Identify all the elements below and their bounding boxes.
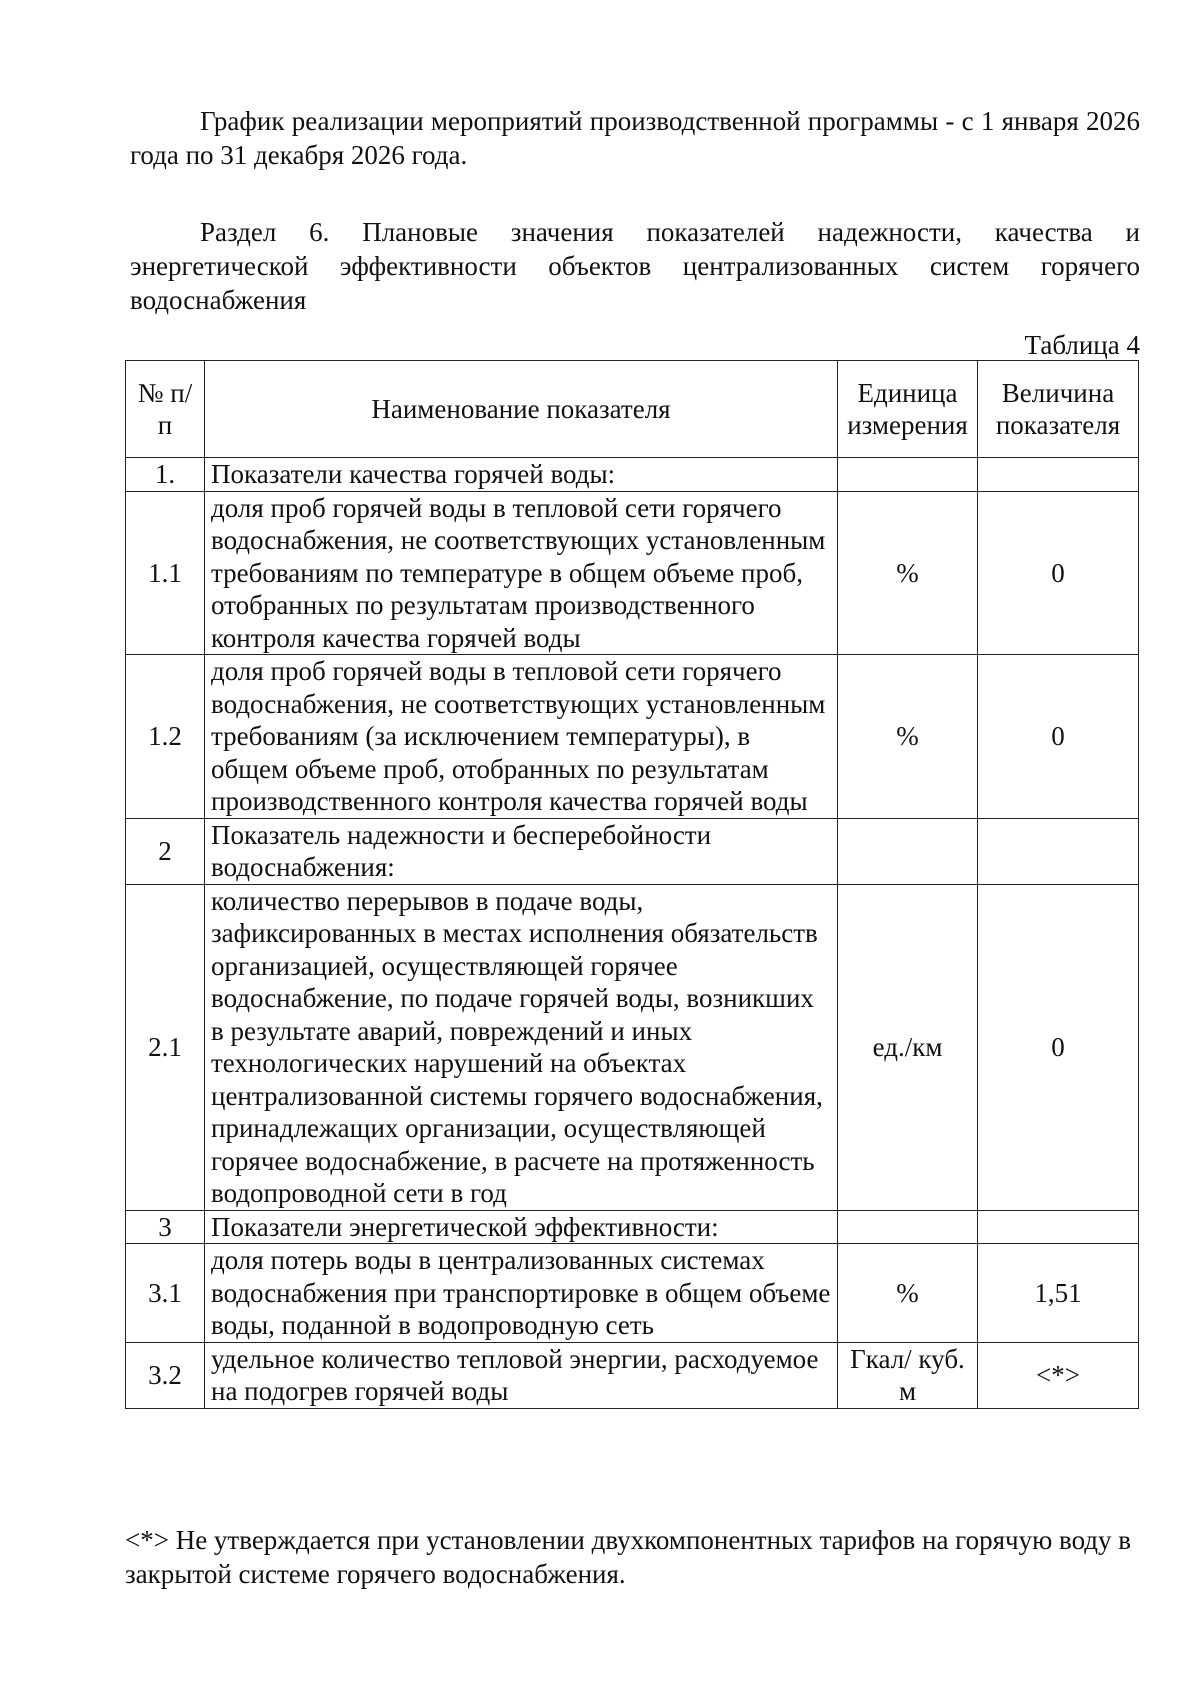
row-name: удельное количество тепловой энергии, расходуемое на подогрев горячей воды bbox=[205, 1342, 838, 1408]
row-name: Показатели энергетической эффективности: bbox=[205, 1210, 838, 1244]
table-row bbox=[126, 1210, 1139, 1244]
row-unit: % bbox=[838, 491, 978, 655]
row-name: доля потерь воды в централизованных системах водоснабжения при транспортировке в общем объеме воды, поданной в водопроводную сеть bbox=[205, 1244, 838, 1343]
row-num: 2.1 bbox=[126, 884, 205, 1210]
header-name: Наименование показателя bbox=[205, 361, 838, 458]
row-value: 0 bbox=[978, 491, 1139, 655]
row-unit: ед./км bbox=[838, 884, 978, 1210]
row-num: 3 bbox=[126, 1210, 205, 1244]
row-unit: Гкал/ куб. м bbox=[838, 1342, 978, 1408]
row-value: 0 bbox=[978, 655, 1139, 819]
row-value: <*> bbox=[978, 1342, 1139, 1408]
table-row bbox=[126, 1244, 1139, 1343]
table-row bbox=[126, 1342, 1139, 1408]
row-num: 3.1 bbox=[126, 1244, 205, 1343]
header-value: Величина показателя bbox=[978, 361, 1139, 458]
row-unit bbox=[838, 458, 978, 492]
row-name: доля проб горячей воды в тепловой сети горячего водоснабжения, не соответствующих установленным требованиям по температуре в общем объеме проб, отобранных по результатам производственного контроля качества горячей воды bbox=[205, 491, 838, 655]
row-num: 1.1 bbox=[126, 491, 205, 655]
table-row bbox=[126, 458, 1139, 492]
header-unit: Единица измерения bbox=[838, 361, 978, 458]
row-name: Показатель надежности и бесперебойности водоснабжения: bbox=[205, 818, 838, 884]
row-value bbox=[978, 818, 1139, 884]
row-name: количество перерывов в подаче воды, зафиксированных в местах исполнения обязательств организацией, осуществляющей горячее водоснабжение, по подаче горячей воды, возникших в результате аварий, повреждений и иных технологических нарушений на объектах централизованной системы горячего водоснабжения, принадлежащих организации, осуществляющей горячее водоснабжение, в расчете на протяженность водопроводной сети в год bbox=[205, 884, 838, 1210]
table-row bbox=[126, 655, 1139, 819]
table-row bbox=[126, 818, 1139, 884]
row-unit bbox=[838, 818, 978, 884]
row-unit: % bbox=[838, 1244, 978, 1343]
table-caption: Таблица 4 bbox=[1024, 330, 1140, 360]
row-num: 1. bbox=[126, 458, 205, 492]
schedule-paragraph: График реализации мероприятий производственной программы - с 1 января 2026 года по 31 декабря 2026 года. bbox=[130, 106, 1140, 170]
row-unit: % bbox=[838, 655, 978, 819]
row-name: Показатели качества горячей воды: bbox=[205, 458, 838, 492]
row-value bbox=[978, 458, 1139, 492]
row-unit bbox=[838, 1210, 978, 1244]
table-header-row bbox=[126, 361, 1139, 458]
row-num: 2 bbox=[126, 818, 205, 884]
row-num: 1.2 bbox=[126, 655, 205, 819]
table-row bbox=[126, 491, 1139, 655]
footnote: <*> Не утверждается при установлении двухкомпонентных тарифов на горячую воду в закрытой системе горячего водоснабжения. bbox=[125, 1525, 1132, 1589]
row-value: 0 bbox=[978, 884, 1139, 1210]
header-num: № п/п bbox=[126, 361, 205, 458]
row-value bbox=[978, 1210, 1139, 1244]
table-row bbox=[126, 884, 1139, 1210]
section-heading-paragraph: Раздел 6. Плановые значения показателей надежности, качества и энергетической эффективности объектов централизованных систем горячего водоснабжения bbox=[130, 217, 1140, 315]
indicators-table bbox=[125, 360, 1139, 1409]
row-value: 1,51 bbox=[978, 1244, 1139, 1343]
row-name: доля проб горячей воды в тепловой сети горячего водоснабжения, не соответствующих установленным требованиям (за исключением температуры), в общем объеме проб, отобранных по результатам производственного контроля качества горячей воды bbox=[205, 655, 838, 819]
row-num: 3.2 bbox=[126, 1342, 205, 1408]
